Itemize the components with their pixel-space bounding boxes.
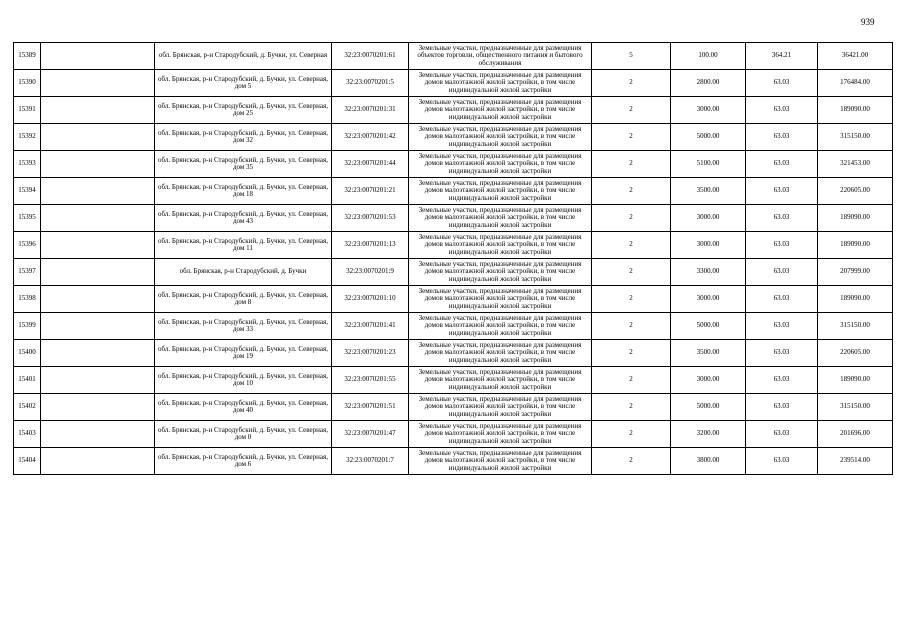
empty-cell xyxy=(41,178,155,205)
area-cell: 2800.00 xyxy=(671,70,746,97)
specific-value-cell: 63.03 xyxy=(746,70,818,97)
land-use-category-cell: Земельные участки, предназначенные для размещения домов малоэтажной жилой застройки, в том числе индивидуальной жилой застройки xyxy=(409,97,592,124)
empty-cell xyxy=(41,151,155,178)
cadastral-number-cell: 32:23:0070201:10 xyxy=(332,286,409,313)
cadastral-number-cell: 32:23:0070201:47 xyxy=(332,421,409,448)
land-use-category-cell: Земельные участки, предназначенные для размещения домов малоэтажной жилой застройки, в том числе индивидуальной жилой застройки xyxy=(409,124,592,151)
group-cell: 2 xyxy=(592,394,671,421)
cadastral-value-cell: 239514.00 xyxy=(818,448,893,475)
group-cell: 2 xyxy=(592,205,671,232)
row-number: 15402 xyxy=(14,394,41,421)
land-use-category-cell: Земельные участки, предназначенные для размещения домов малоэтажной жилой застройки, в том числе индивидуальной жилой застройки xyxy=(409,421,592,448)
group-cell: 2 xyxy=(592,70,671,97)
address-cell: обл. Брянская, р-н Стародубский, д. Бучки, ул. Северная, дом 10 xyxy=(155,367,332,394)
land-use-category-cell: Земельные участки, предназначенные для размещения домов малоэтажной жилой застройки, в том числе индивидуальной жилой застройки xyxy=(409,178,592,205)
row-number: 15395 xyxy=(14,205,41,232)
empty-cell xyxy=(41,43,155,70)
area-cell: 3300.00 xyxy=(671,259,746,286)
address-cell: обл. Брянская, р-н Стародубский, д. Бучки, ул. Северная, дом 0 xyxy=(155,421,332,448)
address-cell: обл. Брянская, р-н Стародубский, д. Бучки, ул. Северная, дом 40 xyxy=(155,394,332,421)
table-row xyxy=(14,151,893,178)
area-cell: 3000.00 xyxy=(671,97,746,124)
land-use-category-cell: Земельные участки, предназначенные для размещения домов малоэтажной жилой застройки, в том числе индивидуальной жилой застройки xyxy=(409,205,592,232)
empty-cell xyxy=(41,259,155,286)
empty-cell xyxy=(41,421,155,448)
empty-cell xyxy=(41,340,155,367)
empty-cell xyxy=(41,313,155,340)
table-row xyxy=(14,394,893,421)
specific-value-cell: 63.03 xyxy=(746,313,818,340)
group-cell: 2 xyxy=(592,313,671,340)
group-cell: 2 xyxy=(592,367,671,394)
land-use-category-cell: Земельные участки, предназначенные для размещения домов малоэтажной жилой застройки, в том числе индивидуальной жилой застройки xyxy=(409,151,592,178)
cadastral-value-cell: 315150.00 xyxy=(818,394,893,421)
cadastral-value-cell: 189090.00 xyxy=(818,367,893,394)
specific-value-cell: 63.03 xyxy=(746,232,818,259)
specific-value-cell: 63.03 xyxy=(746,394,818,421)
cadastral-value-cell: 189090.00 xyxy=(818,286,893,313)
empty-cell xyxy=(41,97,155,124)
table-row xyxy=(14,232,893,259)
row-number: 15403 xyxy=(14,421,41,448)
specific-value-cell: 63.03 xyxy=(746,448,818,475)
cadastral-number-cell: 32:23:0070201:55 xyxy=(332,367,409,394)
empty-cell xyxy=(41,448,155,475)
area-cell: 3800.00 xyxy=(671,448,746,475)
row-number: 15401 xyxy=(14,367,41,394)
cadastral-number-cell: 32:23:0070201:44 xyxy=(332,151,409,178)
area-cell: 3000.00 xyxy=(671,286,746,313)
land-use-category-cell: Земельные участки, предназначенные для размещения домов малоэтажной жилой застройки, в том числе индивидуальной жилой застройки xyxy=(409,286,592,313)
specific-value-cell: 63.03 xyxy=(746,340,818,367)
cadastral-number-cell: 32:23:0070201:13 xyxy=(332,232,409,259)
empty-cell xyxy=(41,70,155,97)
table-row xyxy=(14,313,893,340)
cadastral-value-table xyxy=(13,42,893,475)
area-cell: 3500.00 xyxy=(671,178,746,205)
empty-cell xyxy=(41,205,155,232)
land-use-category-cell: Земельные участки, предназначенные для размещения домов малоэтажной жилой застройки, в том числе индивидуальной жилой застройки xyxy=(409,232,592,259)
specific-value-cell: 63.03 xyxy=(746,178,818,205)
group-cell: 2 xyxy=(592,178,671,205)
group-cell: 2 xyxy=(592,151,671,178)
area-cell: 3000.00 xyxy=(671,367,746,394)
group-cell: 2 xyxy=(592,448,671,475)
specific-value-cell: 63.03 xyxy=(746,259,818,286)
address-cell: обл. Брянская, р-н Стародубский, д. Бучки, ул. Северная, дом 43 xyxy=(155,205,332,232)
cadastral-number-cell: 32:23:0070201:51 xyxy=(332,394,409,421)
page-number: 939 xyxy=(861,17,875,27)
cadastral-number-cell: 32:23:0070201:41 xyxy=(332,313,409,340)
table-row xyxy=(14,259,893,286)
cadastral-number-cell: 32:23:0070201:9 xyxy=(332,259,409,286)
area-cell: 3000.00 xyxy=(671,232,746,259)
address-cell: обл. Брянская, р-н Стародубский, д. Бучки, ул. Северная, дом 25 xyxy=(155,97,332,124)
land-use-category-cell: Земельные участки, предназначенные для размещения домов малоэтажной жилой застройки, в том числе индивидуальной жилой застройки xyxy=(409,394,592,421)
table-row xyxy=(14,421,893,448)
group-cell: 2 xyxy=(592,421,671,448)
cadastral-number-cell: 32:23:0070201:21 xyxy=(332,178,409,205)
table-row xyxy=(14,367,893,394)
area-cell: 100.00 xyxy=(671,43,746,70)
table-row xyxy=(14,124,893,151)
table-row xyxy=(14,340,893,367)
empty-cell xyxy=(41,394,155,421)
area-cell: 5100.00 xyxy=(671,151,746,178)
area-cell: 3500.00 xyxy=(671,340,746,367)
land-use-category-cell: Земельные участки, предназначенные для размещения домов малоэтажной жилой застройки, в том числе индивидуальной жилой застройки xyxy=(409,367,592,394)
cadastral-value-cell: 189090.00 xyxy=(818,232,893,259)
address-cell: обл. Брянская, р-н Стародубский, д. Бучки, ул. Северная xyxy=(155,43,332,70)
table-row xyxy=(14,97,893,124)
row-number: 15390 xyxy=(14,70,41,97)
specific-value-cell: 63.03 xyxy=(746,124,818,151)
cadastral-number-cell: 32:23:0070201:42 xyxy=(332,124,409,151)
row-number: 15399 xyxy=(14,313,41,340)
area-cell: 3200.00 xyxy=(671,421,746,448)
table-row xyxy=(14,448,893,475)
empty-cell xyxy=(41,232,155,259)
group-cell: 2 xyxy=(592,97,671,124)
land-use-category-cell: Земельные участки, предназначенные для размещения домов малоэтажной жилой застройки, в том числе индивидуальной жилой застройки xyxy=(409,313,592,340)
address-cell: обл. Брянская, р-н Стародубский, д. Бучки xyxy=(155,259,332,286)
cadastral-value-cell: 189090.00 xyxy=(818,205,893,232)
table-row xyxy=(14,286,893,313)
address-cell: обл. Брянская, р-н Стародубский, д. Бучки, ул. Северная, дом 33 xyxy=(155,313,332,340)
table-row xyxy=(14,43,893,70)
row-number: 15396 xyxy=(14,232,41,259)
row-number: 15404 xyxy=(14,448,41,475)
table-body xyxy=(14,43,893,475)
table-row xyxy=(14,178,893,205)
specific-value-cell: 63.03 xyxy=(746,97,818,124)
cadastral-number-cell: 32:23:0070201:5 xyxy=(332,70,409,97)
group-cell: 2 xyxy=(592,124,671,151)
table-row xyxy=(14,70,893,97)
cadastral-value-cell: 220605.00 xyxy=(818,178,893,205)
group-cell: 5 xyxy=(592,43,671,70)
address-cell: обл. Брянская, р-н Стародубский, д. Бучки, ул. Северная, дом 18 xyxy=(155,178,332,205)
row-number: 15398 xyxy=(14,286,41,313)
area-cell: 5000.00 xyxy=(671,124,746,151)
address-cell: обл. Брянская, р-н Стародубский, д. Бучки, ул. Северная, дом 32 xyxy=(155,124,332,151)
address-cell: обл. Брянская, р-н Стародубский, д. Бучки, ул. Северная, дом 19 xyxy=(155,340,332,367)
address-cell: обл. Брянская, р-н Стародубский, д. Бучки, ул. Северная, дом 8 xyxy=(155,286,332,313)
land-use-category-cell: Земельные участки, предназначенные для размещения домов малоэтажной жилой застройки, в том числе индивидуальной жилой застройки xyxy=(409,340,592,367)
table-row xyxy=(14,205,893,232)
row-number: 15394 xyxy=(14,178,41,205)
address-cell: обл. Брянская, р-н Стародубский, д. Бучки, ул. Северная, дом 6 xyxy=(155,448,332,475)
row-number: 15389 xyxy=(14,43,41,70)
cadastral-number-cell: 32:23:0070201:23 xyxy=(332,340,409,367)
area-cell: 5000.00 xyxy=(671,394,746,421)
group-cell: 2 xyxy=(592,232,671,259)
empty-cell xyxy=(41,367,155,394)
row-number: 15393 xyxy=(14,151,41,178)
group-cell: 2 xyxy=(592,286,671,313)
address-cell: обл. Брянская, р-н Стародубский, д. Бучки, ул. Северная, дом 5 xyxy=(155,70,332,97)
specific-value-cell: 63.03 xyxy=(746,421,818,448)
cadastral-number-cell: 32:23:0070201:53 xyxy=(332,205,409,232)
cadastral-number-cell: 32:23:0070201:61 xyxy=(332,43,409,70)
empty-cell xyxy=(41,124,155,151)
group-cell: 2 xyxy=(592,340,671,367)
cadastral-value-cell: 315150.00 xyxy=(818,124,893,151)
area-cell: 3000.00 xyxy=(671,205,746,232)
specific-value-cell: 63.03 xyxy=(746,367,818,394)
specific-value-cell: 364.21 xyxy=(746,43,818,70)
row-number: 15400 xyxy=(14,340,41,367)
cadastral-number-cell: 32:23:0070201:7 xyxy=(332,448,409,475)
address-cell: обл. Брянская, р-н Стародубский, д. Бучки, ул. Северная, дом 35 xyxy=(155,151,332,178)
land-use-category-cell: Земельные участки, предназначенные для размещения домов малоэтажной жилой застройки, в том числе индивидуальной жилой застройки xyxy=(409,70,592,97)
specific-value-cell: 63.03 xyxy=(746,286,818,313)
cadastral-value-cell: 207999.00 xyxy=(818,259,893,286)
cadastral-value-cell: 321453.00 xyxy=(818,151,893,178)
specific-value-cell: 63.03 xyxy=(746,205,818,232)
row-number: 15391 xyxy=(14,97,41,124)
cadastral-value-cell: 36421.00 xyxy=(818,43,893,70)
cadastral-value-cell: 220605.00 xyxy=(818,340,893,367)
specific-value-cell: 63.03 xyxy=(746,151,818,178)
land-use-category-cell: Земельные участки, предназначенные для размещения домов малоэтажной жилой застройки, в том числе индивидуальной жилой застройки xyxy=(409,259,592,286)
address-cell: обл. Брянская, р-н Стародубский, д. Бучки, ул. Северная, дом 11 xyxy=(155,232,332,259)
row-number: 15392 xyxy=(14,124,41,151)
cadastral-value-cell: 189090.00 xyxy=(818,97,893,124)
row-number: 15397 xyxy=(14,259,41,286)
empty-cell xyxy=(41,286,155,313)
cadastral-number-cell: 32:23:0070201:31 xyxy=(332,97,409,124)
group-cell: 2 xyxy=(592,259,671,286)
cadastral-value-cell: 201696.00 xyxy=(818,421,893,448)
area-cell: 5000.00 xyxy=(671,313,746,340)
cadastral-value-cell: 315150.00 xyxy=(818,313,893,340)
cadastral-value-cell: 176484.00 xyxy=(818,70,893,97)
land-use-category-cell: Земельные участки, предназначенные для размещения домов малоэтажной жилой застройки, в том числе индивидуальной жилой застройки xyxy=(409,448,592,475)
land-use-category-cell: Земельные участки, предназначенные для размещения объектов торговли, общественного питания и бытового обслуживания xyxy=(409,43,592,70)
